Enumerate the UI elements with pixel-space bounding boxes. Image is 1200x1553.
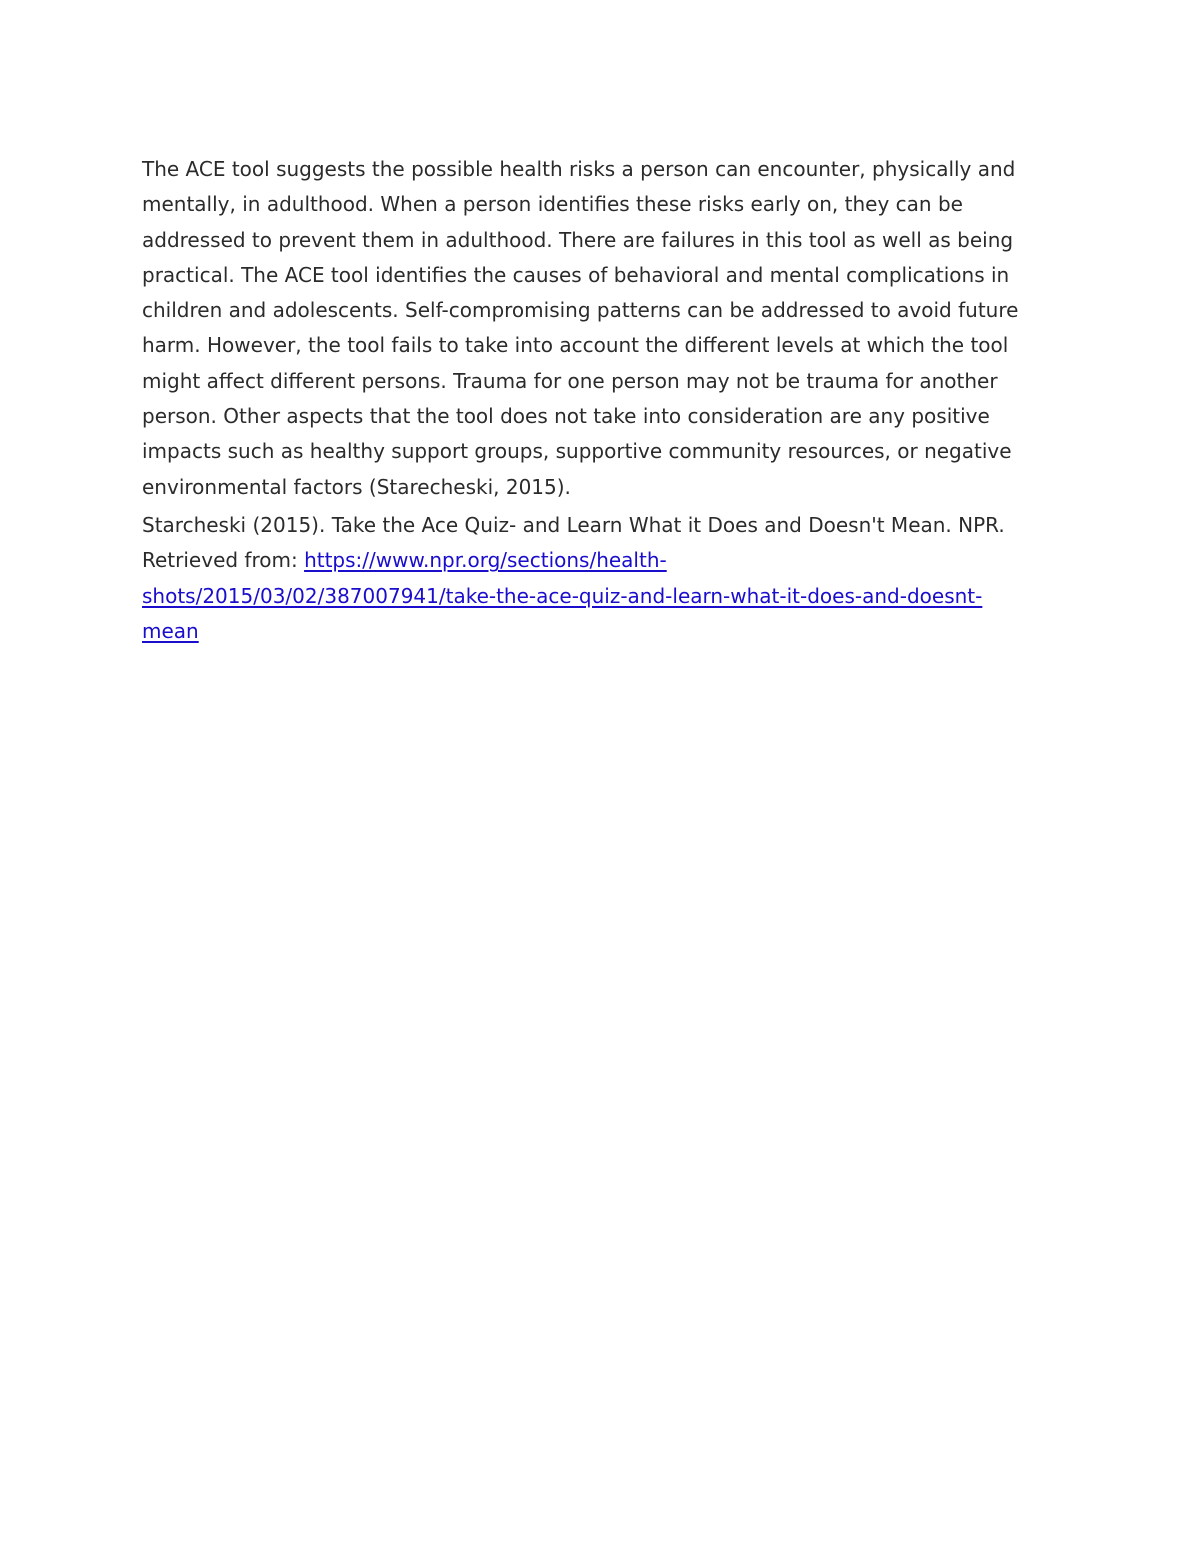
- reference-citation: Starcheski (2015). Take the Ace Quiz- and Learn What it Does and Doesn't Mean. NPR.: [142, 512, 1005, 537]
- body-paragraph: The ACE tool suggests the possible health risks a person can encounter, physically and mentally, in adulthood. When a person identifies these risks early on, they can be addressed to prevent them in adulthood. There are failures in this tool as well as being practical. The ACE tool identifies the causes of behavioral and mental complications in children and adolescents. Self-compromising patterns can be addressed to avoid future harm. However, the tool fails to take into account the different levels at which the tool might affect different persons. Trauma for one person may not be trauma for another person. Other aspects that the tool does not take into consideration are any positive impacts such as healthy support groups, supportive community resources, or negative environmental factors (Starecheski, 2015).: [142, 157, 1019, 499]
- reference-url-part-2: shots/2015/03/02/387007941/take-the-ace-quiz-and-learn-what-it-does-and-doesnt-: [142, 583, 983, 608]
- reference-url-part-3: mean: [142, 618, 199, 643]
- document-content: [142, 152, 1062, 649]
- reference-entry: [142, 508, 1062, 649]
- retrieved-from-label: Retrieved from:: [142, 548, 305, 573]
- reference-url-part-1: https://www.npr.org/sections/health-: [304, 548, 667, 573]
